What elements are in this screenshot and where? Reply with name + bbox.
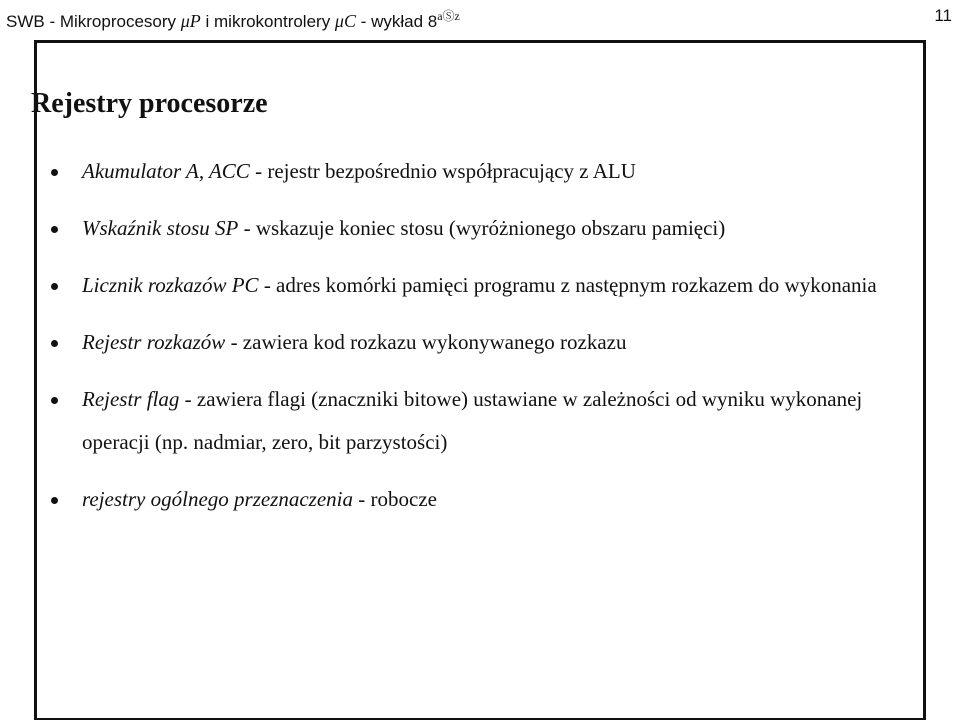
bullet-item <box>46 207 872 250</box>
bullet-item <box>46 321 882 364</box>
bullet-term: Wskaźnik stosu SP <box>82 216 239 240</box>
bullet-dot-icon <box>51 169 58 176</box>
bullet-description: - adres komórki pamięci programu z następnym rozkazem do wykonania <box>258 273 877 297</box>
lecture-title <box>6 2 460 36</box>
bullet-dot-icon <box>51 397 58 404</box>
mu-p-symbol: μP <box>180 11 201 31</box>
bullet-term: Licznik rozkazów PC <box>82 273 259 297</box>
page-header <box>6 2 954 30</box>
title-middle: i mikrokontrolery <box>200 12 335 31</box>
bullet-term: rejestry ogólnego przeznaczenia <box>82 487 354 511</box>
bullet-term: Akumulator A, ACC <box>82 159 250 183</box>
page-number: 11 <box>934 6 952 25</box>
bullet-description: - zawiera flagi (znaczniki bitowe) ustawiane w zależności od wyniku wykonanej operacji (np. nadmiar, zero, bit parzystości) <box>82 387 863 454</box>
bullet-list <box>46 150 876 535</box>
bullet-item <box>46 378 912 464</box>
bullet-description: - zawiera kod rozkazu wykonywanego rozkazu <box>225 330 627 354</box>
bullet-item <box>46 264 882 307</box>
bullet-description: - wskazuje koniec stosu (wyróżnionego obszaru pamięci) <box>238 216 726 240</box>
bullet-dot-icon <box>51 340 58 347</box>
bullet-dot-icon <box>51 283 58 290</box>
bullet-term: Rejestr flag <box>82 387 180 411</box>
title-suffix: - wykład 8 <box>355 12 438 31</box>
bullet-dot-icon <box>51 226 58 233</box>
bullet-term: Rejestr rozkazów <box>82 330 226 354</box>
bullet-description: - robocze <box>353 487 437 511</box>
mu-c-symbol: μC <box>334 11 356 31</box>
title-superscript: aⓈz <box>437 9 460 23</box>
bullet-description: - rejestr bezpośrednio współpracujący z ALU <box>249 159 636 183</box>
bullet-item <box>46 478 882 521</box>
slide-title: Rejestry procesorze <box>31 88 268 119</box>
title-prefix: SWB - Mikroprocesory <box>6 12 181 31</box>
bullet-item <box>46 150 882 193</box>
bullet-dot-icon <box>51 497 58 504</box>
